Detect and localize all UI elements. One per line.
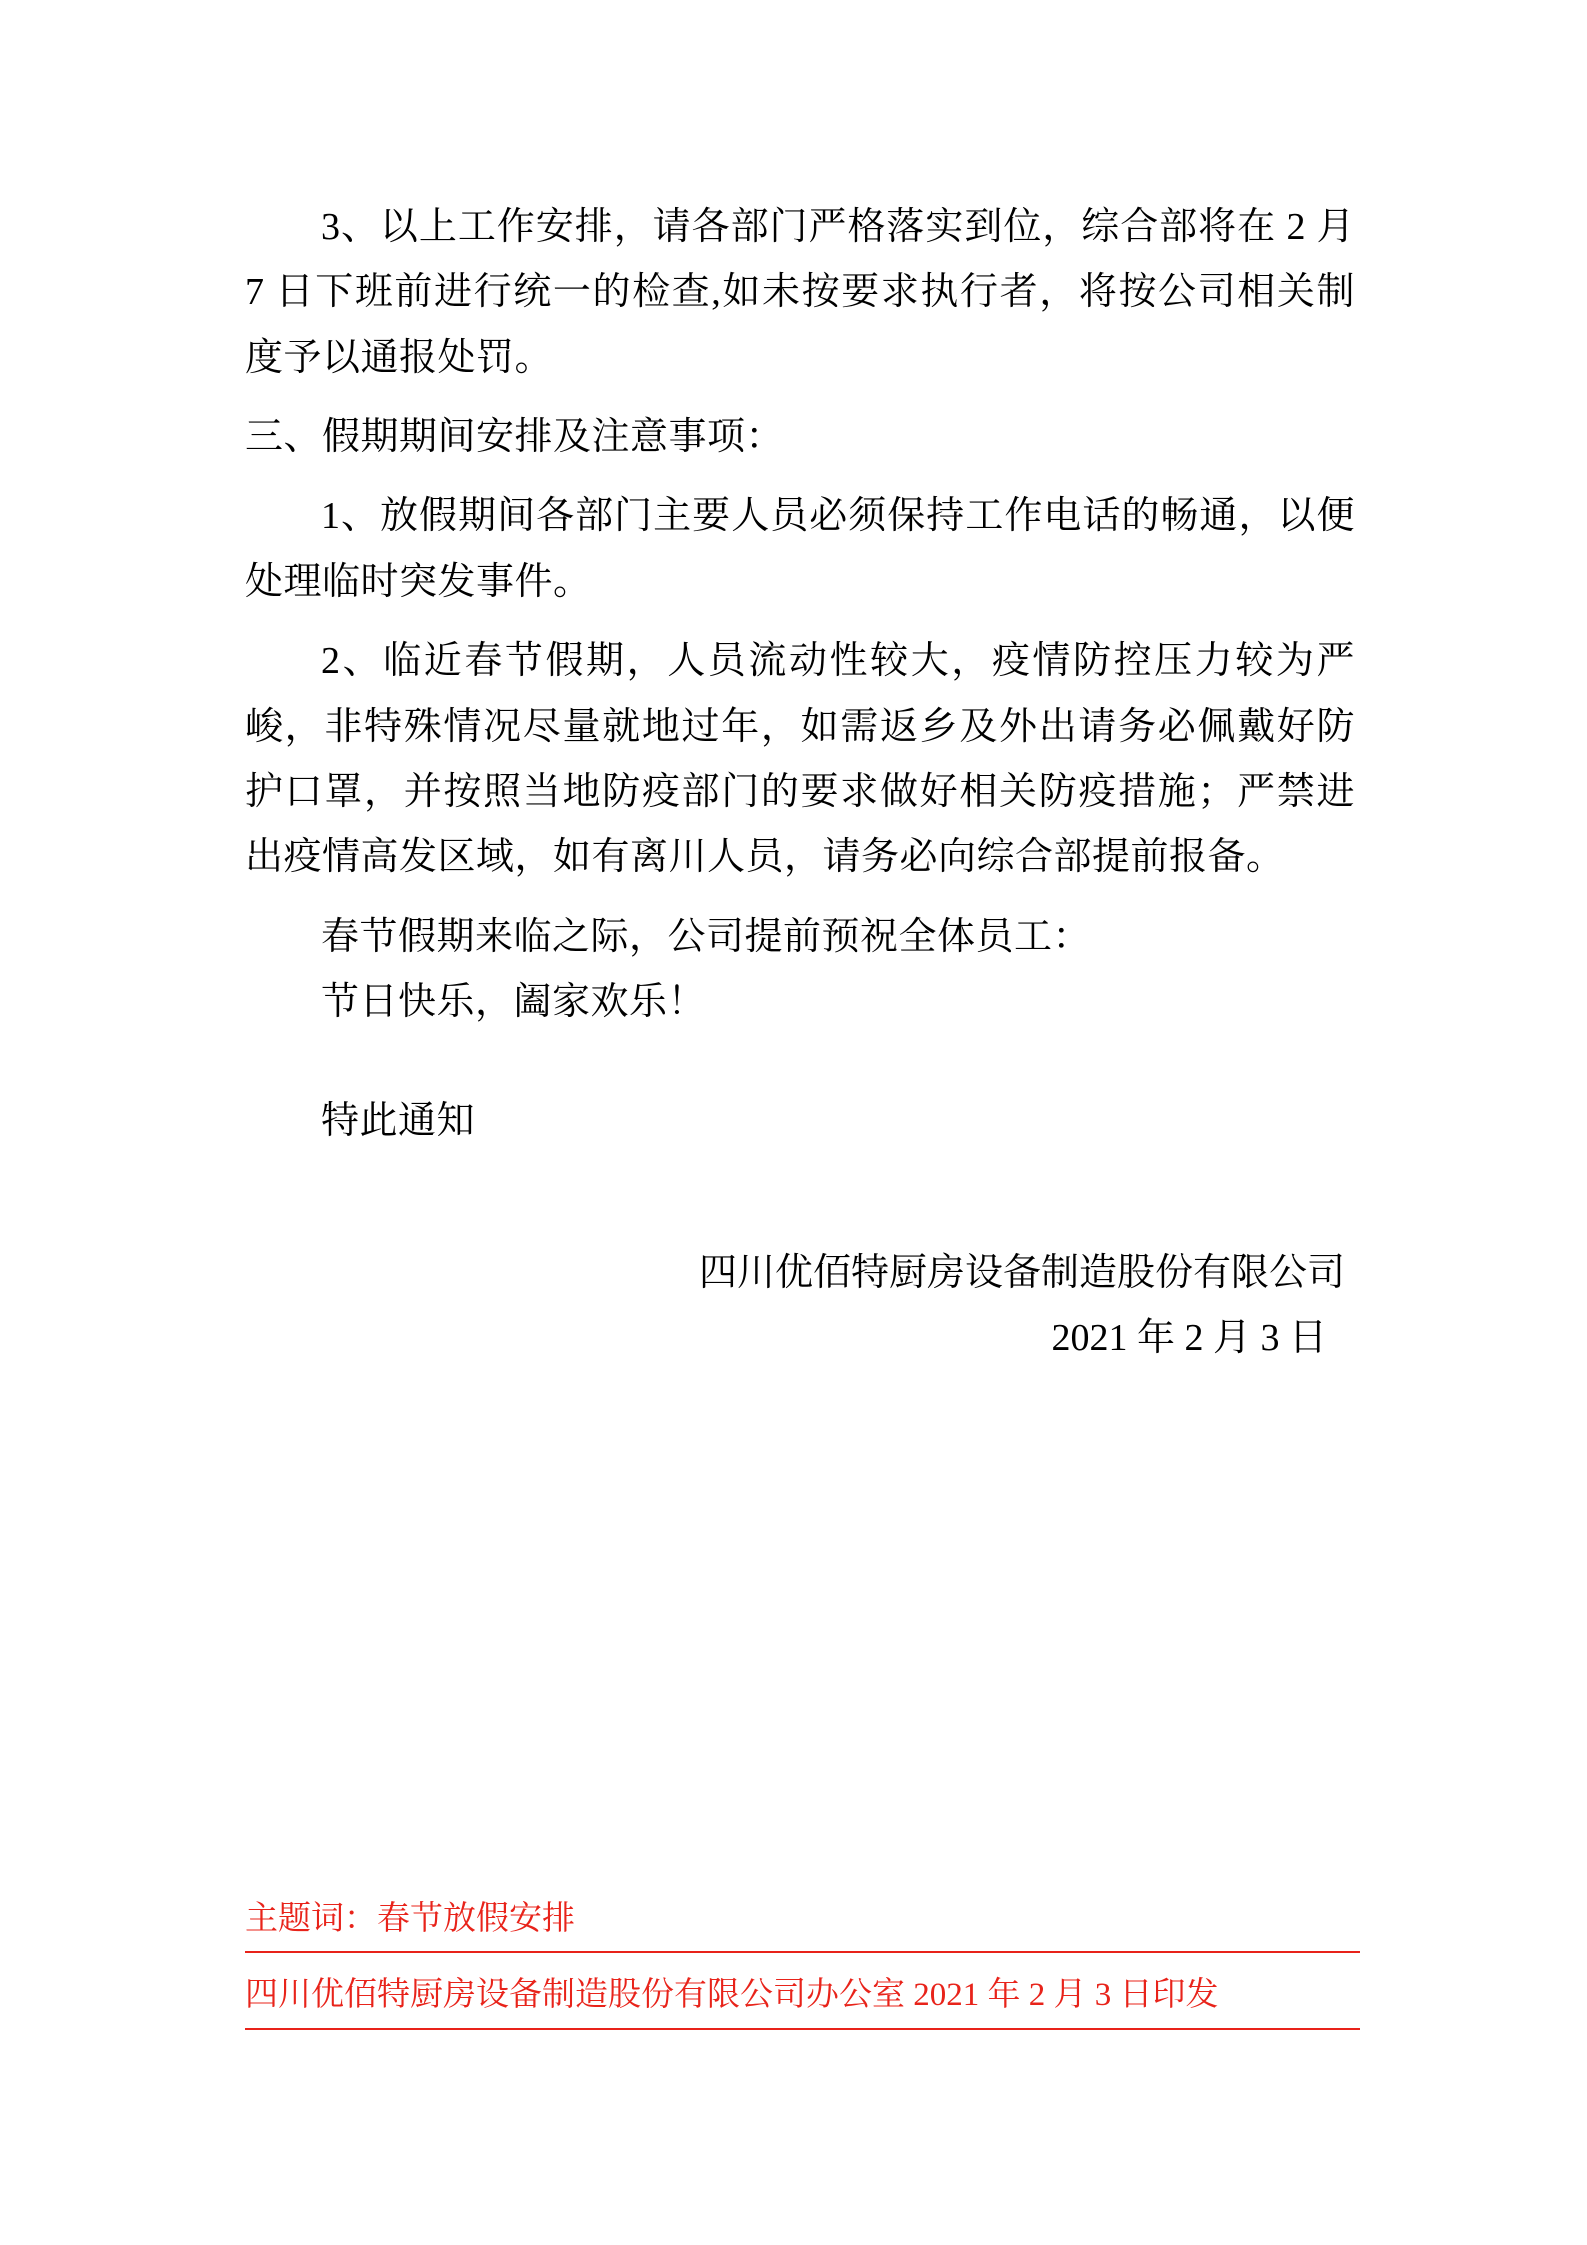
document-body — [245, 195, 1365, 1371]
paragraph-spacer — [245, 615, 1355, 629]
footer-divider-bottom — [245, 2028, 1360, 2030]
paragraph-section3-item2: 2、临近春节假期，人员流动性较大，疫情防控压力较为严峻，非特殊情况尽量就地过年，如需返乡及外出请务必佩戴好防护口罩，并按照当地防疫部门的要求做好相关防疫措施；严禁进出疫情高发区域，如有离川人员，请务必向综合部提前报备。 — [245, 640, 1355, 879]
paragraph-spacer — [245, 470, 1355, 484]
footer-divider-top — [245, 1951, 1360, 1953]
document-footer — [245, 1895, 1360, 2030]
paragraph-section3-item1: 1、放假期间各部门主要人员必须保持工作电话的畅通，以便处理临时突发事件。 — [245, 495, 1355, 603]
signature-date: 2021 年 2 月 3 日 — [1051, 1317, 1327, 1360]
signature-company: 四川优佰特厨房设备制造股份有限公司 — [698, 1251, 1345, 1294]
paragraph-greeting-intro: 春节假期来临之际，公司提前预祝全体员工： — [321, 915, 1092, 958]
paragraph-section3-heading: 三、假期期间安排及注意事项： — [245, 416, 785, 459]
paragraph-spacer — [245, 1035, 1355, 1089]
signature-spacer — [245, 1155, 1355, 1241]
paragraph-spacer — [245, 891, 1355, 905]
footer-issuer-line: 四川优佰特厨房设备制造股份有限公司办公室 2021 年 2 月 3 日印发 — [245, 1976, 1219, 2013]
footer-subject-line: 主题词：春节放假安排 — [245, 1901, 575, 1937]
paragraph-section2-item3: 3、以上工作安排，请各部门严格落实到位，综合部将在 2 月 7 日下班前进行统一的检查,如未按要求执行者，将按公司相关制度予以通报处罚。 — [245, 206, 1365, 379]
paragraph-closing-notice: 特此通知 — [321, 1100, 476, 1143]
signature-block — [245, 1241, 1355, 1372]
paragraph-spacer — [245, 391, 1355, 405]
paragraph-greeting-wish: 节日快乐，阖家欢乐！ — [321, 980, 707, 1023]
